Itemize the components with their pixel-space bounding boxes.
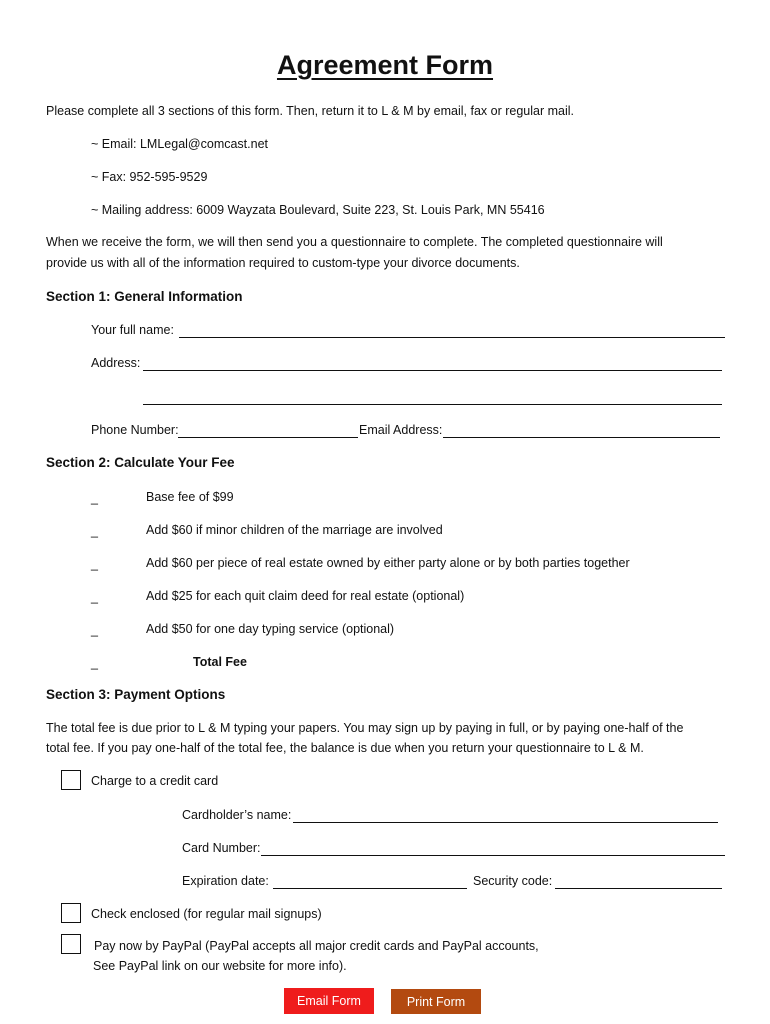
paypal-checkbox[interactable] — [61, 934, 81, 954]
address-field-line2[interactable] — [143, 390, 722, 405]
check-enclosed-label: Check enclosed (for regular mail signups) — [91, 907, 322, 921]
fee-item-real-estate: Add $60 per piece of real estate owned by either party alone or by both parties together — [146, 556, 630, 570]
fee-mark-total[interactable]: _ — [91, 656, 98, 670]
intro-text: Please complete all 3 sections of this form. Then, return it to L & M by email, fax or regular mail. — [46, 104, 575, 118]
card-number-label: Card Number: — [182, 841, 261, 855]
fee-item-quit-claim: Add $25 for each quit claim deed for real estate (optional) — [146, 589, 465, 603]
email-form-button[interactable]: Email Form — [284, 988, 374, 1014]
receive-text-line2: provide us with all of the information required to custom-type your divorce documents. — [46, 256, 520, 270]
fee-item-base: Base fee of $99 — [146, 490, 234, 504]
print-form-button[interactable]: Print Form — [391, 989, 481, 1014]
fee-item-children: Add $60 if minor children of the marriage are involved — [146, 523, 443, 537]
receive-text-line1: When we receive the form, we will then send you a questionnaire to complete. The completed questionnaire will — [46, 235, 663, 249]
card-number-field[interactable] — [261, 841, 725, 856]
fee-mark-1[interactable]: _ — [91, 491, 98, 505]
security-code-label: Security code: — [473, 874, 553, 888]
address-label: Address: — [91, 356, 141, 370]
cardholder-field[interactable] — [293, 808, 718, 823]
fee-item-typing: Add $50 for one day typing service (optional) — [146, 622, 395, 636]
credit-card-label: Charge to a credit card — [91, 774, 219, 788]
paypal-label-line1: Pay now by PayPal (PayPal accepts all major credit cards and PayPal accounts, — [94, 939, 539, 953]
phone-field[interactable] — [178, 423, 358, 438]
section3-heading: Section 3: Payment Options — [46, 687, 226, 702]
email-address-field[interactable] — [443, 423, 720, 438]
contact-email: ~ Email: LMLegal@comcast.net — [91, 137, 269, 151]
fee-mark-5[interactable]: _ — [91, 623, 98, 637]
fee-mark-3[interactable]: _ — [91, 557, 98, 571]
fee-mark-4[interactable]: _ — [91, 590, 98, 604]
address-field-line1[interactable] — [143, 356, 722, 371]
section2-heading: Section 2: Calculate Your Fee — [46, 455, 235, 470]
security-code-field[interactable] — [555, 874, 722, 889]
total-fee-label: Total Fee — [193, 655, 247, 669]
payment-text-line1: The total fee is due prior to L & M typing your papers. You may sign up by paying in full, or by paying one-half of the — [46, 721, 684, 735]
contact-fax: ~ Fax: 952-595-9529 — [91, 170, 208, 184]
phone-label: Phone Number: — [91, 423, 179, 437]
paypal-label-line2: See PayPal link on our website for more info). — [93, 959, 347, 973]
section1-heading: Section 1: General Information — [46, 289, 243, 304]
full-name-field[interactable] — [179, 322, 725, 338]
email-address-label: Email Address: — [359, 423, 443, 437]
credit-card-checkbox[interactable] — [61, 770, 81, 790]
payment-text-line2: total fee. If you pay one-half of the total fee, the balance is due when you return your questionnaire to L & M. — [46, 741, 644, 755]
check-enclosed-checkbox[interactable] — [61, 903, 81, 923]
expiration-label: Expiration date: — [182, 874, 269, 888]
full-name-label: Your full name: — [91, 323, 174, 337]
page-title: Agreement Form — [276, 50, 494, 80]
cardholder-label: Cardholder’s name: — [182, 808, 292, 822]
contact-mailing-address: ~ Mailing address: 6009 Wayzata Boulevard, Suite 223, St. Louis Park, MN 55416 — [91, 203, 545, 217]
fee-mark-2[interactable]: _ — [91, 524, 98, 538]
expiration-field[interactable] — [273, 874, 467, 889]
